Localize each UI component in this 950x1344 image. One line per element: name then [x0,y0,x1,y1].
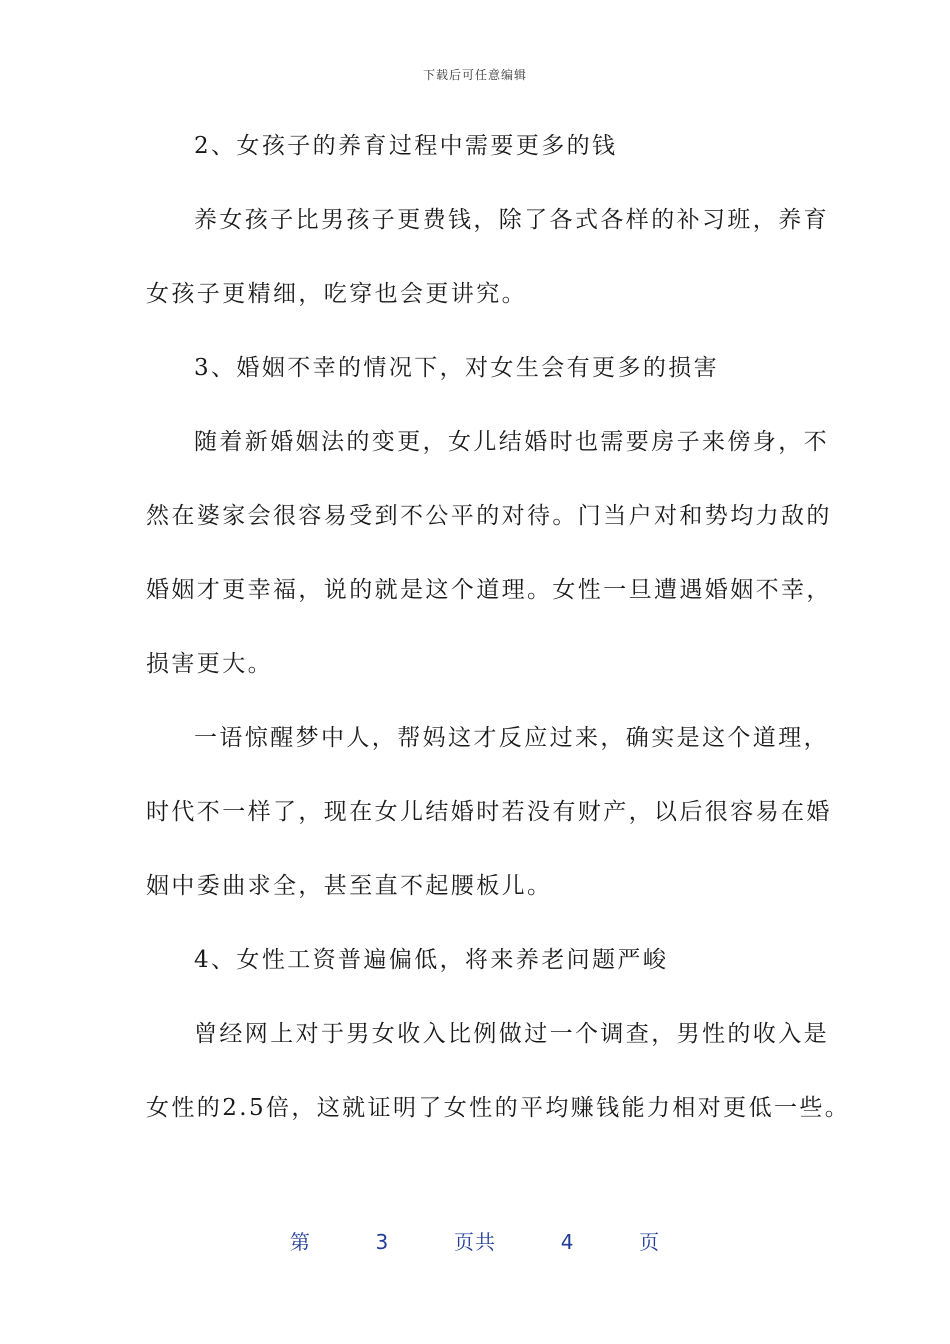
section-heading-2: 2、女孩子的养育过程中需要更多的钱 [194,133,618,159]
paragraph-line: 女孩子更精细，吃穿也会更讲究。 [146,281,527,307]
page-middle: 页共 [454,1230,496,1254]
page-number-footer [0,1226,950,1255]
page-suffix: 页 [639,1230,661,1254]
page-header-note: 下载后可任意编辑 [422,68,527,82]
paragraph-line: 女性的2.5倍，这就证明了女性的平均赚钱能力相对更低一些。 [146,1095,851,1121]
section-heading-4: 4、女性工资普遍偏低，将来养老问题严峻 [194,947,669,973]
section-heading-3: 3、婚姻不幸的情况下，对女生会有更多的损害 [194,355,720,381]
paragraph-line: 姻中委曲求全，甚至直不起腰板儿。 [146,873,553,899]
paragraph-line: 然在婆家会很容易受到不公平的对待。门当户对和势均力敌的 [146,503,832,529]
paragraph-line: 时代不一样了，现在女儿结婚时若没有财产，以后很容易在婚 [146,799,832,825]
paragraph-line: 损害更大。 [146,651,273,677]
paragraph-line: 养女孩子比男孩子更费钱，除了各式各样的补习班，养育 [194,207,829,233]
page-current: 3 [375,1230,390,1254]
document-body [146,124,851,1160]
paragraph-line: 婚姻才更幸福，说的就是这个道理。女性一旦遭遇婚姻不幸， [146,577,832,603]
page-total: 4 [560,1230,575,1254]
page-prefix: 第 [289,1230,311,1254]
paragraph-line: 曾经网上对于男女收入比例做过一个调查，男性的收入是 [194,1021,829,1047]
paragraph-line: 一语惊醒梦中人，帮妈这才反应过来，确实是这个道理， [194,725,829,751]
paragraph-line: 随着新婚姻法的变更，女儿结婚时也需要房子来傍身，不 [194,429,829,455]
